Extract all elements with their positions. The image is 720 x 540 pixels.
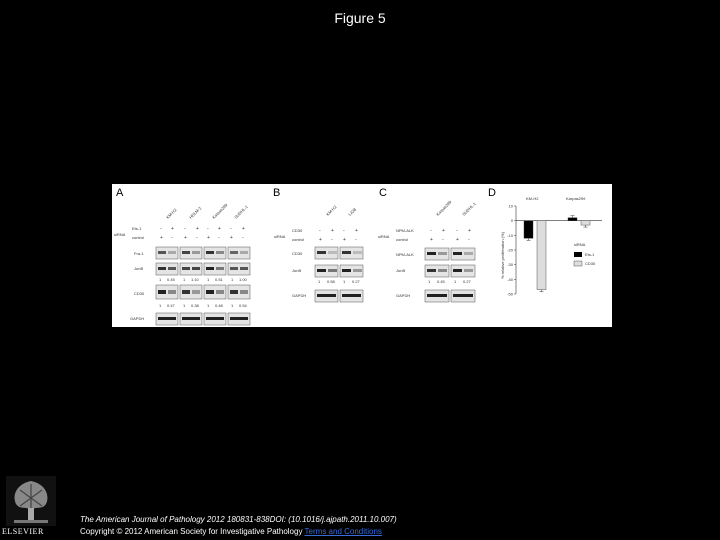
page-title: Figure 5: [334, 10, 386, 26]
legend-swatch-ets1: [574, 252, 582, 257]
panel-c-row-label: NPM-ALK: [396, 228, 414, 233]
y-tick-label: 0: [510, 218, 513, 224]
panel-b-row-label: control: [292, 237, 305, 242]
panel-a-quant: 1: [183, 303, 186, 308]
svg-text:-: -: [207, 226, 209, 232]
panel-a-letter: A: [116, 187, 124, 199]
bar-Karpas299-CD30: [581, 221, 590, 225]
panel-d-category-1: KM-H2: [526, 196, 539, 201]
panel-c-quant: 0.45: [437, 279, 445, 284]
svg-text:+: +: [343, 237, 346, 243]
panel-a-quant: 1: [183, 277, 186, 282]
panel-a-row-label: GAPDH: [130, 316, 145, 321]
svg-text:-: -: [331, 237, 333, 243]
panel-a-row-label: control: [132, 235, 145, 240]
svg-text:+: +: [218, 226, 221, 232]
bar-Karpas299-Ets-1: [568, 218, 577, 221]
panel-d-letter: D: [488, 187, 496, 199]
svg-text:+: +: [196, 226, 199, 232]
y-tick-label: -50: [507, 291, 513, 297]
panel-a-quant: 1: [159, 277, 162, 282]
citation: The American Journal of Pathology 2012 180831-838DOI: (10.1016/j.ajpath.2011.10.007): [80, 515, 397, 524]
panel-a-quant: 1: [159, 303, 162, 308]
panel-c-cell-1: Karpas299: [435, 199, 453, 217]
svg-text:+: +: [456, 237, 459, 243]
copyright-text: Copyright © 2012 American Society for Investigative Pathology: [80, 527, 303, 536]
panel-d-category-2: Karpas299: [566, 196, 586, 201]
panel-a-quant: 1: [231, 303, 234, 308]
panel-b-quant: 1: [343, 279, 346, 284]
panel-b-row-label: CD30: [292, 228, 303, 233]
panel-a-quant: 0.38: [191, 303, 199, 308]
panel-a-cell-2: HDLM-2: [188, 205, 203, 220]
panel-a-quant: 0.54: [239, 303, 247, 308]
panel-a-quant: 1.00: [239, 277, 247, 282]
svg-text:-: -: [242, 235, 244, 241]
figure-image: [112, 184, 612, 327]
panel-b-cell-1: KM-H2: [325, 204, 338, 217]
publisher-wordmark: ELSEVIER: [2, 527, 44, 536]
panel-c-quant: 0.27: [463, 279, 471, 284]
svg-text:+: +: [184, 235, 187, 241]
svg-text:+: +: [319, 237, 322, 243]
copyright-line: [80, 526, 397, 538]
panel-c-row-label: GAPDH: [396, 293, 411, 298]
svg-text:+: +: [442, 228, 445, 234]
panel-a-row-label: Ets-1: [132, 226, 142, 231]
panel-a-quant: 1: [207, 277, 210, 282]
panel-a-row-label: JunB: [134, 266, 144, 271]
svg-text:-: -: [442, 237, 444, 243]
panel-b-blots: [315, 247, 363, 302]
svg-text:+: +: [468, 228, 471, 234]
panel-d-legend-item: CD30: [585, 261, 596, 266]
panel-b-row-label: siRNA: [274, 234, 286, 239]
panel-a-row-label: siRNA: [114, 232, 126, 237]
panel-b-row-label: GAPDH: [292, 293, 307, 298]
y-tick-label: -30: [507, 262, 513, 268]
panel-b-row-label: JunB: [292, 268, 302, 273]
panel-d-legend-item: Ets-1: [585, 252, 595, 257]
panel-c-row-label: siRNA: [378, 234, 390, 239]
svg-text:+: +: [207, 235, 210, 241]
panel-d-ylabel: % relative proliferation (%): [500, 232, 505, 279]
panel-a-quant: 0.47: [167, 303, 175, 308]
y-tick-label: -10: [507, 232, 513, 238]
panel-c-row-label: JunB: [396, 268, 406, 273]
y-tick-label: 10: [508, 203, 513, 209]
panel-b-quant: 0.58: [327, 279, 335, 284]
panel-b-letter: B: [273, 187, 281, 199]
legend-swatch-cd30: [574, 261, 582, 266]
panel-b-quant: 1: [318, 279, 321, 284]
svg-text:+: +: [430, 237, 433, 243]
panel-b-cell-2: L428: [347, 206, 358, 217]
svg-text:-: -: [196, 235, 198, 241]
y-tick-label: -40: [507, 276, 513, 282]
svg-text:+: +: [230, 235, 233, 241]
panel-d-legend-title: siRNA: [574, 242, 586, 247]
panel-c-blots: [425, 248, 475, 302]
panel-a-cell-3: Karpas299: [211, 202, 229, 220]
terms-link[interactable]: Terms and Conditions: [304, 527, 382, 536]
panel-a-quant: 0.48: [215, 303, 223, 308]
panel-a-row-label: Fra-1: [134, 251, 144, 256]
elsevier-tree-logo: [6, 476, 56, 534]
panel-c-row-label: NPM-ALK: [396, 252, 414, 257]
y-tick-label: -20: [507, 247, 513, 253]
bar-KM-H2-CD30: [537, 221, 546, 290]
svg-text:-: -: [184, 226, 186, 232]
bar-KM-H2-Ets-1: [524, 221, 533, 239]
svg-text:+: +: [160, 235, 163, 241]
panel-a-quant: 1.10: [191, 277, 199, 282]
svg-text:-: -: [171, 235, 173, 241]
svg-text:-: -: [230, 226, 232, 232]
figure-svg: [112, 184, 612, 327]
panel-c-row-label: control: [396, 237, 409, 242]
panel-a-quant: 1: [207, 303, 210, 308]
panel-a-row-label: CD30: [134, 291, 145, 296]
panel-b-row-label: CD30: [292, 251, 303, 256]
panel-a-blots: [156, 247, 250, 325]
panel-a-quant: 0.45: [167, 277, 175, 282]
svg-text:+: +: [331, 228, 334, 234]
svg-text:-: -: [430, 228, 432, 234]
footer: [80, 514, 397, 538]
svg-text:-: -: [355, 237, 357, 243]
panel-a-cell-4: SUDHL-1: [233, 204, 249, 220]
svg-text:-: -: [343, 228, 345, 234]
svg-text:-: -: [160, 226, 162, 232]
panel-c-letter: C: [379, 187, 387, 199]
panel-b-quant: 0.27: [352, 279, 360, 284]
panel-a-cell-1: KM-H2: [165, 207, 178, 220]
svg-text:+: +: [242, 226, 245, 232]
svg-text:-: -: [218, 235, 220, 241]
panel-d-y-axis: [507, 204, 602, 297]
panel-a-quant: 1: [231, 277, 234, 282]
svg-text:+: +: [355, 228, 358, 234]
panel-a-quant: 0.51: [215, 277, 223, 282]
svg-text:-: -: [468, 237, 470, 243]
panel-c-cell-2: SUDHL-1: [461, 201, 477, 217]
panel-c-quant: 1: [428, 279, 431, 284]
svg-text:+: +: [171, 226, 174, 232]
svg-text:-: -: [456, 228, 458, 234]
svg-text:-: -: [319, 228, 321, 234]
panel-c-quant: 1: [454, 279, 457, 284]
